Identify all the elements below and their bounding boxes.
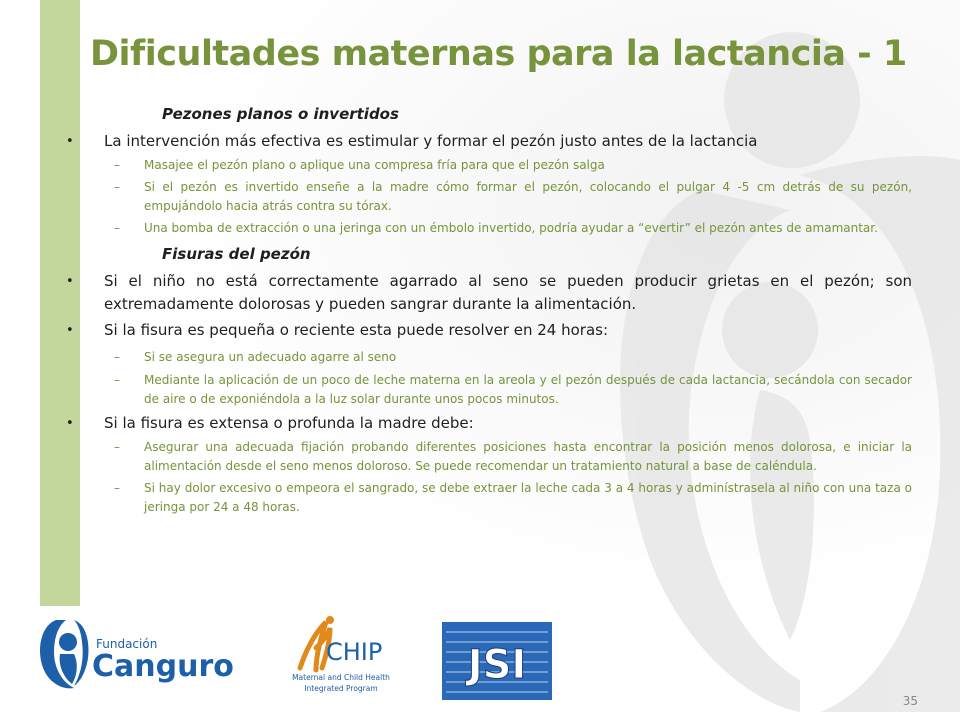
canguro-label: Canguro [92, 649, 234, 684]
jsi-logo [442, 622, 552, 700]
sub-bullet-item [64, 156, 912, 175]
dash-marker: – [114, 373, 120, 387]
fundacion-label: Fundación [96, 637, 158, 651]
bullet-marker: • [66, 134, 74, 149]
bullet-text: Si la fisura es pequeña o reciente esta puede resolver en 24 horas: [104, 321, 609, 339]
bullet-item [64, 130, 912, 153]
section-heading-nipple-fissures: Fisuras del pezón [162, 245, 311, 263]
bullet-marker: • [66, 416, 74, 431]
jsi-wordmark: JSI [467, 642, 527, 688]
sub-bullet-text: Si se asegura un adecuado agarre al seno [144, 350, 397, 364]
sub-bullet-item [64, 178, 912, 216]
sub-bullet-text: Mediante la aplicación de un poco de leche materna en la areola y el pezón después de cada lactancia, secándola con secador de aire o de exponiéndola a la luz solar durante unos pocos minutos. [144, 373, 912, 406]
sub-bullet-text: Una bomba de extracción o una jeringa con un émbolo invertido, podría ayudar a “evertir” el pezón antes de amamantar. [144, 221, 878, 235]
slide-title: Dificultades maternas para la lactancia - 1 [90, 34, 907, 74]
sub-bullet-item [64, 438, 912, 476]
sub-bullet-text: Si hay dolor excesivo o empeora el sangrado, se debe extraer la leche cada 3 a 4 horas y adminístrasela al niño con una taza o jeringa por 24 a 48 horas. [144, 481, 912, 514]
dash-marker: – [114, 221, 120, 235]
fundacion-canguro-logo [34, 612, 234, 694]
mchip-logo [286, 610, 396, 710]
mchip-tagline-1: Maternal and Child Health [292, 673, 390, 682]
sub-bullet-text: Asegurar una adecuada fijación probando diferentes posiciones hasta encontrar la posición menos dolorosa, e iniciar la alimentación desde el seno menos doloroso. Se puede recomendar un tratamiento natural a base de caléndula. [144, 440, 912, 473]
dash-marker: – [114, 350, 120, 364]
dash-marker: – [114, 158, 120, 172]
slide-body [64, 104, 912, 520]
dash-marker: – [114, 440, 120, 454]
page-number: 35 [902, 694, 918, 708]
bullet-marker: • [66, 274, 74, 289]
bullet-text: La intervención más efectiva es estimular y formar el pezón justo antes de la lactancia [104, 132, 758, 150]
section-heading-flat-nipples: Pezones planos o invertidos [162, 105, 399, 123]
mchip-tagline-2: Integrated Program [304, 684, 378, 693]
sub-bullet-item [64, 371, 912, 409]
bullet-item [64, 270, 912, 316]
sub-bullet-item [64, 219, 912, 238]
sub-bullet-item [64, 348, 912, 367]
bullet-text: Si la fisura es extensa o profunda la madre debe: [104, 414, 474, 432]
dash-marker: – [114, 180, 120, 194]
sub-bullet-item [64, 479, 912, 517]
bullet-item [64, 412, 912, 435]
mchip-wordmark: CHIP [326, 638, 383, 666]
sub-bullet-text: Masajee el pezón plano o aplique una compresa fría para que el pezón salga [144, 158, 605, 172]
bullet-marker: • [66, 323, 74, 338]
dash-marker: – [114, 481, 120, 495]
bullet-item [64, 319, 912, 342]
sub-bullet-text: Si el pezón es invertido enseñe a la madre cómo formar el pezón, colocando el pulgar 4 -5 cm detrás de su pezón, empujándolo hacia atrás contra su tórax. [144, 180, 912, 213]
bullet-text: Si el niño no está correctamente agarrado al seno se pueden producir grietas en el pezón; son extremadamente dolorosas y pueden sangrar durante la alimentación. [104, 272, 912, 313]
